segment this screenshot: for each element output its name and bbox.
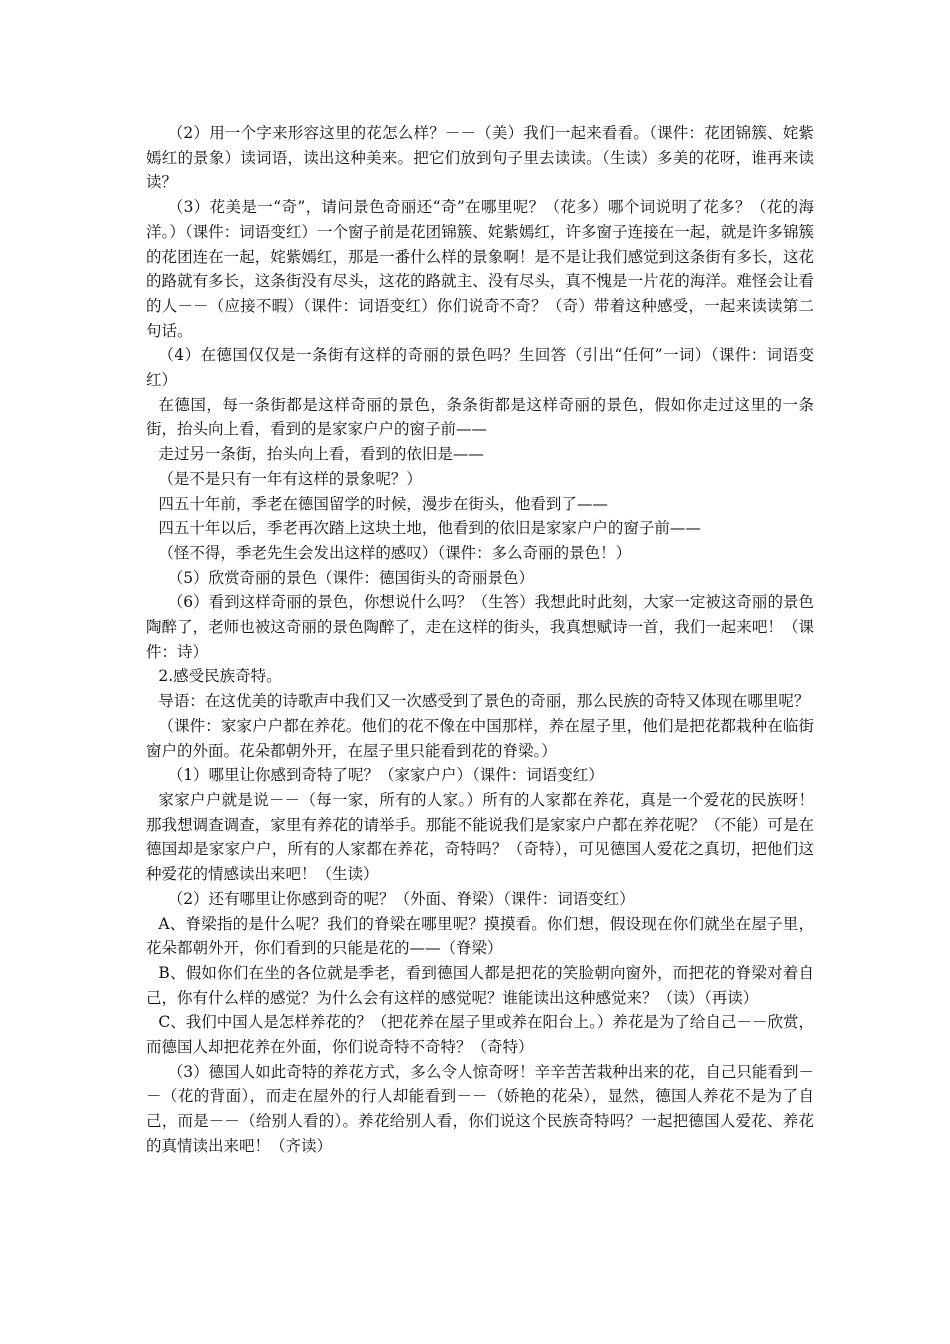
paragraph-b-feeling: B、假如你们在坐的各位就是季老，看到德国人都是把花的笑脸朝向窗外，而把花的脊梁对着自己，你有什么样的感觉？为什么会有这样的感觉呢？谁能读出这种感觉来？（读）（再读）: [146, 963, 814, 1007]
paragraph-forty-years-later: 四五十年以后，季老再次踏上这块土地，他看到的依旧是家家户户的窗子前——: [158, 519, 701, 538]
paragraph-3-flower-many: （3）花美是一“奇”，请问景色奇丽还“奇”在哪里呢？（花多）哪个词说明了花多？（花的海洋。）（课件：词语变红）一个窗子前是花团锦簇、姹紫嫣红，许多窗子连接在一起，就是许多锦簇的花团连在一起，姹紫嫣红，那是一番什么样的景象啊！是不是让我们感觉到这条街有多长，这花的路就有多长，这条街没有尽头，这花的路就主、没有尽头，真不愧是一片花的海洋。难怪会让看的人－－（应接不暇）（课件：词语变红）你们说奇不奇？（奇）带着这种感受，一起来读读第二句话。: [146, 198, 814, 340]
paragraph-forty-years-ago: 四五十年前，季老在德国留学的时候，漫步在街头，他看到了——: [158, 494, 608, 513]
document-body: [146, 121, 814, 1159]
paragraph-3-unique-way: （3）德国人如此奇特的养花方式，多么令人惊奇呀！辛辛苦苦栽种出来的花，自己只能看到－－（花的背面），而走在屋外的行人却能看到－－（娇艳的花朵），显然，德国人养花不是为了自己，而是－－（给别人看的）。养花给别人看，你们说这个民族奇特吗？一起把德国人爱花、养花的真情读出来吧！（齐读）: [146, 1062, 814, 1155]
paragraph-2-outside-backbone: （2）还有哪里让你感到奇的呢？（外面、脊梁）（课件：词语变红）: [167, 889, 635, 908]
paragraph-1-households: （1）哪里让你感到奇特了呢？（家家户户）（课件：词语变红）: [167, 766, 604, 785]
paragraph-sigh: （怪不得，季老先生会发出这样的感叹）（课件：多么奇丽的景色！）: [158, 543, 632, 562]
paragraph-only-one-year: （是不是只有一年有这样的景象呢？）: [158, 469, 422, 488]
section-heading-nation: 2.感受民族奇特。: [158, 667, 282, 686]
paragraph-6-poem: （6）看到这样奇丽的景色，你想说什么吗？（生答）我想此时此刻，大家一定被这奇丽的景色陶醉了，老师也被这奇丽的景色陶醉了，走在这样的街头，我真想赋诗一首，我们一起来吧！（课件：诗）: [146, 593, 814, 661]
paragraph-4-every-street: （4）在德国仅仅是一条街有这样的奇丽的景色吗？生回答（引出“任何”一词）（课件：词语变红）: [146, 346, 814, 390]
paragraph-intro: 导语：在这优美的诗歌声中我们又一次感受到了景色的奇丽，那么民族的奇特又体现在哪里呢？: [158, 692, 810, 711]
paragraph-2-flower-beauty: （2）用一个字来形容这里的花怎么样？－－（美）我们一起来看看。（课件：花团锦簇、姹紫嫣红的景象）读词语，读出这种美来。把它们放到句子里去读读。（生读）多美的花呀，谁再来读读？: [146, 124, 814, 192]
paragraph-in-germany: 在德国，每一条街都是这样奇丽的景色，条条街都是这样奇丽的景色，假如你走过这里的一条街，抬头向上看，看到的是家家户户的窗子前——: [146, 395, 814, 439]
paragraph-5-appreciate: （5）欣赏奇丽的景色（课件：德国街头的奇丽景色）: [167, 568, 535, 587]
paragraph-another-street: 走过另一条街，抬头向上看，看到的依旧是——: [158, 445, 484, 464]
paragraph-every-household: 家家户户就是说－－（每一家，所有的人家。）所有的人家都在养花，真是一个爱花的民族呀！那我想调查调查，家里有养花的请举手。那能不能说我们是家家户户都在养花呢？（不能）可是在德国却是家家户户，所有的人家都在养花，奇特吗？（奇特），可见德国人爱花之真切，把他们这种爱花的情感读出来吧！（生读）: [146, 790, 814, 884]
paragraph-c-chinese: C、我们中国人是怎样养花的？（把花养在屋子里或养在阳台上。）养花是为了给自己－－欣赏，而德国人却把花养在外面，你们说奇特不奇特？（奇特）: [146, 1013, 814, 1057]
paragraph-courseware-flowers: （课件：家家户户都在养花。他们的花不像在中国那样，养在屋子里，他们是把花都栽种在临街窗户的外面。花朵都朝外开，在屋子里只能看到花的脊梁。）: [146, 716, 814, 760]
paragraph-a-backbone: A、脊梁指的是什么呢？我们的脊梁在哪里呢？摸摸看。你们想，假设现在你们就坐在屋子里，花朵都朝外开，你们看到的只能是花的——（脊梁）: [146, 914, 814, 958]
